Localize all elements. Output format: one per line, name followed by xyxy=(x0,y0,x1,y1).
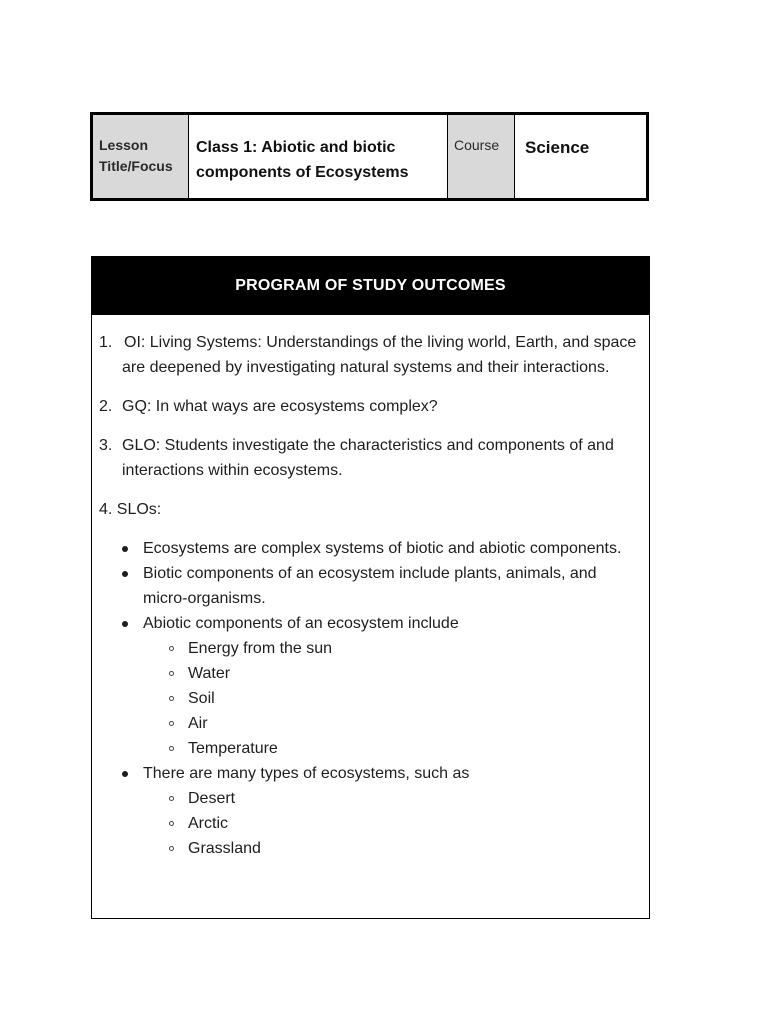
outcome-item xyxy=(99,433,641,483)
outcome-text: GLO: Students investigate the characteristics and components of and interactions within ecosystems. xyxy=(122,437,614,479)
slo-item xyxy=(143,761,641,861)
outcome-number: 1. xyxy=(99,334,113,351)
slo-subitem: Energy from the sun xyxy=(188,636,641,661)
slo-subitem: Temperature xyxy=(188,736,641,761)
lesson-title-label: Lesson Title/Focus xyxy=(93,115,189,198)
slo-subitem: Air xyxy=(188,711,641,736)
lesson-info-table xyxy=(90,112,649,201)
outcome-number: 2. xyxy=(99,398,113,415)
slo-subitem: Soil xyxy=(188,686,641,711)
course-label: Course xyxy=(448,115,515,198)
slo-item xyxy=(143,611,641,761)
slo-sublist xyxy=(143,786,641,861)
outcome-text: OI: Living Systems: Understandings of the living world, Earth, and space are deepened by investigating natural systems and their interactions. xyxy=(122,334,637,376)
slo-sublist xyxy=(143,636,641,761)
slo-heading: 4. SLOs: xyxy=(99,501,162,518)
outcomes-section xyxy=(91,256,650,919)
slo-item xyxy=(143,536,641,561)
outcome-text: GQ: In what ways are ecosystems complex? xyxy=(122,398,438,415)
slo-text: There are many types of ecosystems, such as xyxy=(143,765,470,782)
slo-text: Biotic components of an ecosystem include plants, animals, and micro-organisms. xyxy=(143,565,597,607)
lesson-title: Class 1: Abiotic and biotic components of Ecosystems xyxy=(189,115,448,198)
slo-item xyxy=(143,561,641,611)
outcome-number: 3. xyxy=(99,437,113,454)
outcomes-body xyxy=(92,315,649,861)
slo-text: Ecosystems are complex systems of biotic and abiotic components. xyxy=(143,540,622,557)
slo-text: Abiotic components of an ecosystem include xyxy=(143,615,459,632)
slo-list xyxy=(99,536,641,861)
outcome-item xyxy=(99,330,641,380)
outcomes-heading: PROGRAM OF STUDY OUTCOMES xyxy=(92,257,649,315)
slo-subitem: Desert xyxy=(188,786,641,811)
slo-subitem: Arctic xyxy=(188,811,641,836)
course-value: Science xyxy=(525,138,590,157)
outcome-item xyxy=(99,394,641,419)
slo-subitem: Grassland xyxy=(188,836,641,861)
slo-subitem: Water xyxy=(188,661,641,686)
